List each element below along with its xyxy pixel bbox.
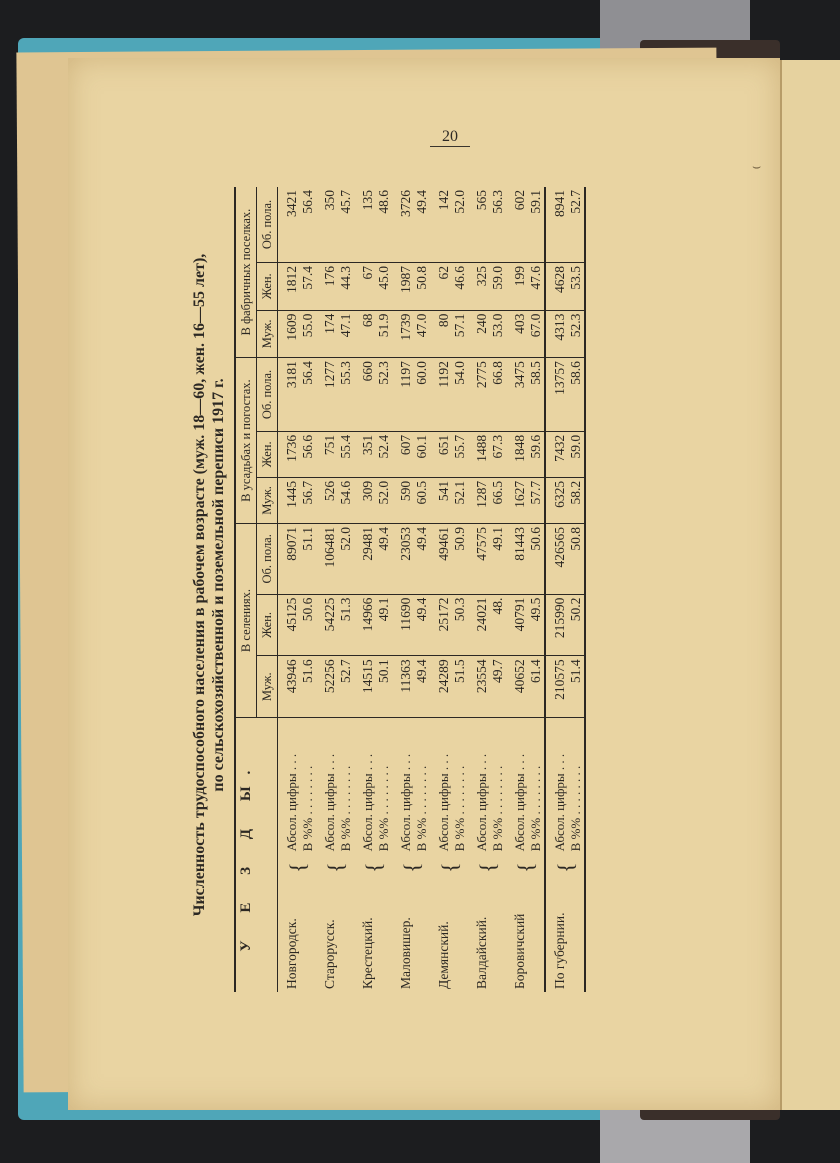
- row-label-absolute: Абсол. цифры . . .: [392, 718, 414, 860]
- table-row: [430, 187, 452, 992]
- cell-absolute: 1609: [278, 310, 301, 358]
- cell-percent: 50.9: [452, 523, 468, 594]
- cell-percent: 57.4: [300, 262, 316, 310]
- cell-absolute: 1987: [392, 262, 414, 310]
- brace-mark: {: [323, 862, 348, 873]
- cell-percent: 51.1: [300, 523, 316, 594]
- row-label-percent: В %% . . . . . . . .: [490, 718, 506, 860]
- table-title: [190, 170, 228, 1000]
- brace-mark: {: [513, 862, 538, 873]
- table-row: [278, 187, 301, 992]
- cell-absolute: 23053: [392, 523, 414, 594]
- cell-percent: 60.5: [414, 477, 430, 523]
- cell-absolute: 660: [354, 358, 376, 432]
- row-label-absolute: Абсол. цифры . . .: [545, 718, 568, 860]
- cell-percent: 54.6: [338, 477, 354, 523]
- cell-absolute: 47575: [468, 523, 490, 594]
- table-row: [506, 187, 528, 992]
- cell-absolute: 215990: [545, 594, 568, 656]
- row-label-percent: В %% . . . . . . . .: [338, 718, 354, 860]
- cell-absolute: 40652: [506, 656, 528, 718]
- cell-absolute: 142: [430, 187, 452, 262]
- cell-absolute: 3421: [278, 187, 301, 262]
- cell-absolute: 526: [316, 477, 338, 523]
- cell-percent: 50.6: [300, 594, 316, 656]
- title-line-2: по сельскохозяйственной и поземельной переписи 1917 г.: [210, 378, 227, 792]
- table-row: [316, 187, 338, 992]
- cell-absolute: 751: [316, 431, 338, 477]
- cell-absolute: 80: [430, 310, 452, 358]
- cell-absolute: 106481: [316, 523, 338, 594]
- cell-absolute: 1488: [468, 431, 490, 477]
- cell-percent: 48.6: [376, 187, 392, 262]
- cell-absolute: 602: [506, 187, 528, 262]
- table-row: [468, 187, 490, 992]
- cell-absolute: 210575: [545, 656, 568, 718]
- cell-percent: 52.7: [568, 187, 585, 262]
- cell-percent: 51.5: [452, 656, 468, 718]
- cell-absolute: 174: [316, 310, 338, 358]
- cell-percent: 52.0: [376, 477, 392, 523]
- cell-percent: 50.6: [528, 523, 545, 594]
- table-body: [278, 187, 586, 992]
- cell-absolute: 3475: [506, 358, 528, 432]
- cell-percent: 61.4: [528, 656, 545, 718]
- cell-absolute: 1197: [392, 358, 414, 432]
- cell-absolute: 11690: [392, 594, 414, 656]
- population-table: [234, 187, 586, 992]
- page-number: 20: [430, 128, 470, 147]
- cell-percent: 50.8: [414, 262, 430, 310]
- cell-absolute: 45125: [278, 594, 301, 656]
- cell-absolute: 1739: [392, 310, 414, 358]
- cell-absolute: 14966: [354, 594, 376, 656]
- cell-percent: 52.0: [452, 187, 468, 262]
- cell-percent: 57.7: [528, 477, 545, 523]
- cell-absolute: 607: [392, 431, 414, 477]
- cell-percent: 54.0: [452, 358, 468, 432]
- cell-absolute: 49461: [430, 523, 452, 594]
- cell-absolute: 351: [354, 431, 376, 477]
- uezd-name: Валдайский.: [474, 916, 489, 989]
- col-female-2: Жен.: [257, 431, 278, 477]
- cell-absolute: 176: [316, 262, 338, 310]
- cell-absolute: 1287: [468, 477, 490, 523]
- col-both-2: Об. пола.: [257, 358, 278, 432]
- cell-percent: 45.0: [376, 262, 392, 310]
- col-male-2: Муж.: [257, 477, 278, 523]
- cell-absolute: 426565: [545, 523, 568, 594]
- row-label-percent: В %% . . . . . . . .: [568, 718, 585, 860]
- cell-absolute: 8941: [545, 187, 568, 262]
- brace-mark: {: [361, 862, 386, 873]
- uezd-name: Боровичский: [512, 913, 527, 989]
- cell-absolute: 350: [316, 187, 338, 262]
- cell-absolute: 541: [430, 477, 452, 523]
- cell-percent: 52.1: [452, 477, 468, 523]
- cell-absolute: 1445: [278, 477, 301, 523]
- row-label-percent: В %% . . . . . . . .: [376, 718, 392, 860]
- row-label-percent: В %% . . . . . . . .: [452, 718, 468, 860]
- row-label-absolute: Абсол. цифры . . .: [430, 718, 452, 860]
- uezd-name: Демянский.: [436, 921, 451, 989]
- cell-absolute: 2775: [468, 358, 490, 432]
- cell-absolute: 11363: [392, 656, 414, 718]
- row-label-absolute: Абсол. цифры . . .: [468, 718, 490, 860]
- cell-absolute: 24289: [430, 656, 452, 718]
- cell-absolute: 240: [468, 310, 490, 358]
- brace-mark: {: [475, 862, 500, 873]
- cell-absolute: 590: [392, 477, 414, 523]
- cell-percent: 50.1: [376, 656, 392, 718]
- row-label-percent: В %% . . . . . . . .: [414, 718, 430, 860]
- cell-absolute: 403: [506, 310, 528, 358]
- cell-percent: 67.0: [528, 310, 545, 358]
- cell-absolute: 1627: [506, 477, 528, 523]
- cell-percent: 49.4: [414, 594, 430, 656]
- cell-percent: 58.6: [568, 358, 585, 432]
- uezd-name: Старорусск.: [322, 919, 337, 989]
- cell-percent: 48.: [490, 594, 506, 656]
- title-line-1: Численность трудоспособного населения в рабочем возрасте (муж. 18—60, жен. 16—55 лет),: [191, 253, 208, 917]
- cell-percent: 52.3: [376, 358, 392, 432]
- cell-percent: 55.0: [300, 310, 316, 358]
- cell-absolute: 199: [506, 262, 528, 310]
- uezd-name: Крестецкий.: [360, 917, 375, 989]
- cell-absolute: 23554: [468, 656, 490, 718]
- col-both-1: Об. пола.: [257, 523, 278, 594]
- table-row: [392, 187, 414, 992]
- group-header-factories: В фабричных поселках.: [235, 187, 257, 358]
- cell-absolute: 1192: [430, 358, 452, 432]
- cell-absolute: 14515: [354, 656, 376, 718]
- cell-percent: 49.4: [414, 523, 430, 594]
- cell-percent: 50.8: [568, 523, 585, 594]
- cell-percent: 51.4: [568, 656, 585, 718]
- cell-absolute: 24021: [468, 594, 490, 656]
- cell-percent: 47.6: [528, 262, 545, 310]
- cell-percent: 56.7: [300, 477, 316, 523]
- cell-percent: 47.0: [414, 310, 430, 358]
- cell-percent: 49.4: [414, 187, 430, 262]
- brace-mark: {: [437, 862, 462, 873]
- cell-absolute: 13757: [545, 358, 568, 432]
- cell-absolute: 3726: [392, 187, 414, 262]
- cell-percent: 50.3: [452, 594, 468, 656]
- cell-percent: 59.0: [490, 262, 506, 310]
- uezd-name: Маловишер.: [398, 917, 413, 989]
- cell-percent: 59.0: [568, 431, 585, 477]
- cell-percent: 59.1: [528, 187, 545, 262]
- cell-percent: 66.5: [490, 477, 506, 523]
- cell-percent: 47.1: [338, 310, 354, 358]
- cell-absolute: 1812: [278, 262, 301, 310]
- cell-absolute: 309: [354, 477, 376, 523]
- col-female-3: Жен.: [257, 262, 278, 310]
- cell-percent: 52.3: [568, 310, 585, 358]
- cell-absolute: 6325: [545, 477, 568, 523]
- cell-absolute: 325: [468, 262, 490, 310]
- row-label-absolute: Абсол. цифры . . .: [278, 718, 301, 860]
- col-male-1: Муж.: [257, 656, 278, 718]
- brace-mark: {: [399, 862, 424, 873]
- brace-mark: {: [545, 859, 585, 881]
- page-tear-mark: ⌣: [752, 160, 762, 175]
- cell-percent: 51.6: [300, 656, 316, 718]
- row-label-absolute: Абсол. цифры . . .: [316, 718, 338, 860]
- cell-percent: 66.8: [490, 358, 506, 432]
- group-header-villages: В селениях.: [235, 523, 257, 717]
- cell-percent: 49.7: [490, 656, 506, 718]
- col-both-3: Об. пола.: [257, 187, 278, 262]
- cell-percent: 45.7: [338, 187, 354, 262]
- uezd-name: Новгородск.: [284, 918, 299, 989]
- row-label-absolute: Абсол. цифры . . .: [506, 718, 528, 860]
- cell-percent: 51.3: [338, 594, 354, 656]
- cell-percent: 51.9: [376, 310, 392, 358]
- cell-percent: 56.6: [300, 431, 316, 477]
- cell-percent: 58.5: [528, 358, 545, 432]
- cell-absolute: 4628: [545, 262, 568, 310]
- cell-percent: 56.4: [300, 358, 316, 432]
- cell-percent: 52.0: [338, 523, 354, 594]
- cell-absolute: 25172: [430, 594, 452, 656]
- cell-percent: 55.7: [452, 431, 468, 477]
- cell-absolute: 89071: [278, 523, 301, 594]
- col-male-3: Муж.: [257, 310, 278, 358]
- cell-absolute: 52256: [316, 656, 338, 718]
- cell-absolute: 1848: [506, 431, 528, 477]
- rotated-table-content: [190, 170, 710, 1000]
- cell-percent: 49.5: [528, 594, 545, 656]
- cell-absolute: 43946: [278, 656, 301, 718]
- cell-absolute: 67: [354, 262, 376, 310]
- cell-percent: 50.2: [568, 594, 585, 656]
- row-label-absolute: Абсол. цифры . . .: [354, 718, 376, 860]
- cell-percent: 46.6: [452, 262, 468, 310]
- cell-percent: 49.4: [414, 656, 430, 718]
- cell-absolute: 565: [468, 187, 490, 262]
- cell-percent: 56.3: [490, 187, 506, 262]
- cell-absolute: 68: [354, 310, 376, 358]
- cell-percent: 44.3: [338, 262, 354, 310]
- cell-absolute: 29481: [354, 523, 376, 594]
- cell-absolute: 135: [354, 187, 376, 262]
- row-label-percent: В %% . . . . . . . .: [300, 718, 316, 860]
- uezd-header: У Е З Д Ы.: [235, 718, 278, 992]
- table-row: [354, 187, 376, 992]
- cell-percent: 67.3: [490, 431, 506, 477]
- uezd-name: По губернии.: [545, 881, 585, 992]
- cell-percent: 53.5: [568, 262, 585, 310]
- cell-percent: 57.1: [452, 310, 468, 358]
- cell-percent: 60.0: [414, 358, 430, 432]
- cell-percent: 49.1: [376, 594, 392, 656]
- cell-percent: 59.6: [528, 431, 545, 477]
- cell-absolute: 54225: [316, 594, 338, 656]
- cell-percent: 53.0: [490, 310, 506, 358]
- facing-page-edge: [780, 60, 840, 1110]
- brace-mark: {: [285, 862, 310, 873]
- col-female-1: Жен.: [257, 594, 278, 656]
- cell-absolute: 4313: [545, 310, 568, 358]
- group-header-estates: В усадьбах и погостах.: [235, 358, 257, 524]
- cell-absolute: 7432: [545, 431, 568, 477]
- cell-percent: 58.2: [568, 477, 585, 523]
- cell-percent: 55.4: [338, 431, 354, 477]
- cell-absolute: 81443: [506, 523, 528, 594]
- cell-absolute: 40791: [506, 594, 528, 656]
- cell-percent: 52.4: [376, 431, 392, 477]
- cell-percent: 52.7: [338, 656, 354, 718]
- cell-absolute: 1736: [278, 431, 301, 477]
- table-row: [545, 187, 568, 992]
- cell-percent: 49.4: [376, 523, 392, 594]
- cell-absolute: 1277: [316, 358, 338, 432]
- row-label-percent: В %% . . . . . . . .: [528, 718, 545, 860]
- cell-absolute: 62: [430, 262, 452, 310]
- cell-absolute: 3181: [278, 358, 301, 432]
- cell-percent: 60.1: [414, 431, 430, 477]
- cell-percent: 49.1: [490, 523, 506, 594]
- cell-percent: 55.3: [338, 358, 354, 432]
- cell-percent: 56.4: [300, 187, 316, 262]
- cell-absolute: 651: [430, 431, 452, 477]
